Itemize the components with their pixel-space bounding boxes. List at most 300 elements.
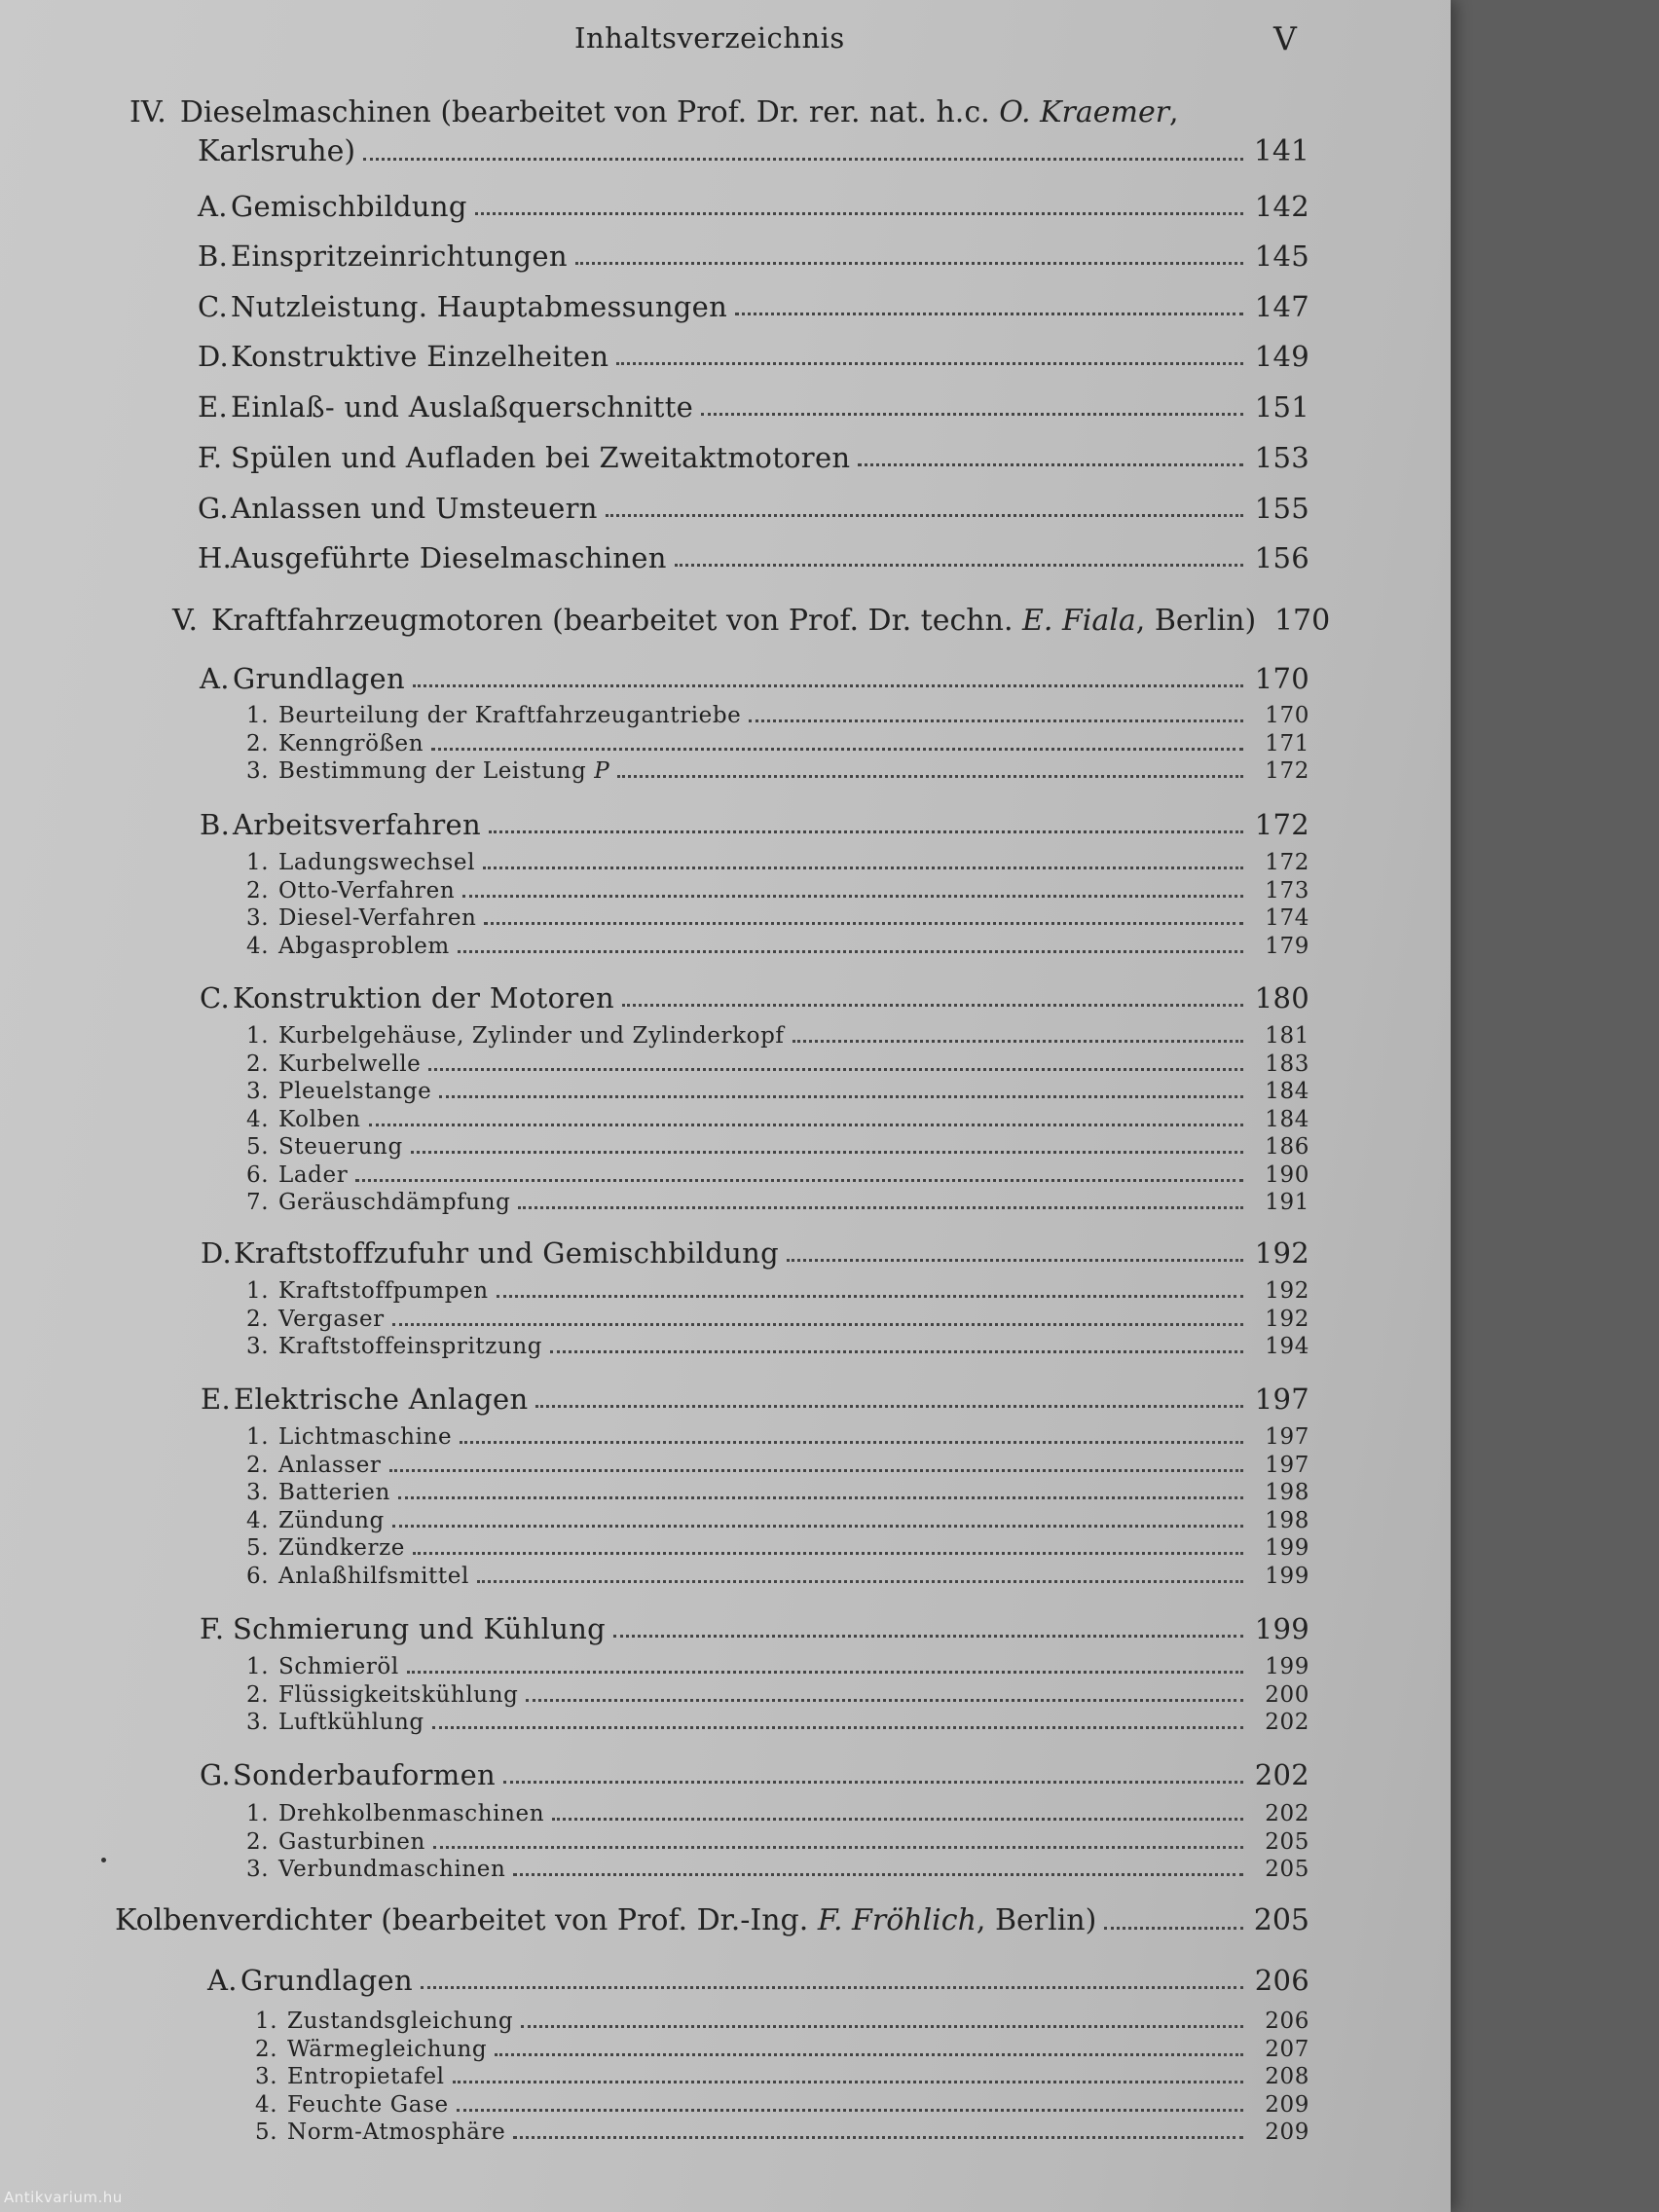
dot-leader: [749, 719, 1243, 722]
dot-leader: [521, 2024, 1243, 2028]
dot-leader: [787, 1258, 1243, 1262]
entry-number: 2.: [246, 1306, 270, 1332]
page-ref: 192: [1265, 1278, 1309, 1304]
toc-subsection: [246, 1051, 1309, 1077]
dot-leader: [497, 1294, 1243, 1298]
entry-number: 3.: [246, 1857, 270, 1882]
page-ref: 208: [1265, 2064, 1309, 2089]
ink-speck: [101, 1858, 106, 1862]
entry-title: [278, 1307, 385, 1332]
dot-leader: [513, 2135, 1243, 2139]
toc-subsection: [246, 1564, 1309, 1589]
page-ref: 207: [1265, 2036, 1309, 2062]
title-text: Kolben: [278, 1106, 361, 1132]
dot-leader: [793, 1039, 1243, 1043]
entry-number: 2.: [246, 1828, 270, 1855]
page-ref: 191: [1265, 1190, 1309, 1215]
dot-leader: [613, 1634, 1243, 1638]
title-text: Steuerung: [278, 1134, 403, 1160]
page-ref: 202: [1265, 1801, 1309, 1826]
entry-number: 3.: [246, 758, 270, 784]
page-ref: 199: [1265, 1563, 1309, 1589]
entry-title: [198, 134, 355, 168]
dot-leader: [489, 830, 1243, 833]
dot-leader: [513, 1872, 1243, 1876]
page-ref: 147: [1254, 290, 1309, 323]
toc-subsection: [246, 1134, 1309, 1160]
dot-leader: [617, 774, 1243, 778]
entry-title: [278, 1857, 505, 1882]
toc-subsection: [255, 2037, 1309, 2062]
title-text: Anlassen und Umsteuern: [231, 492, 598, 525]
entry-number: 3.: [246, 905, 270, 931]
dot-leader: [622, 1003, 1243, 1007]
entry-title: [278, 850, 475, 875]
toc-section: [198, 492, 1309, 525]
dot-leader: [1104, 1926, 1243, 1930]
entry-number: 2.: [246, 877, 270, 903]
toc-section: [200, 662, 1309, 695]
title-text: Grundlagen: [233, 662, 405, 695]
title-text: Vergaser: [278, 1306, 385, 1332]
entry-number: 1.: [246, 850, 270, 875]
author-name: F. Fröhlich: [817, 1903, 977, 1937]
dot-leader: [389, 1468, 1243, 1472]
toc-subsection: [246, 1453, 1309, 1478]
dot-leader: [363, 157, 1243, 161]
entry-number: A.: [198, 190, 228, 223]
entry-number: 3.: [246, 1710, 270, 1735]
page-ref: 199: [1265, 1654, 1309, 1679]
page-ref: 190: [1265, 1161, 1309, 1188]
entry-title: [231, 240, 568, 273]
entry-title: [231, 441, 850, 474]
entry-title: [278, 1162, 348, 1188]
entry-number: 6.: [246, 1161, 270, 1188]
entry-number: V.: [172, 604, 198, 638]
entry-title: [278, 1424, 452, 1450]
entry-title: [231, 492, 598, 525]
entry-number: A.: [200, 662, 230, 695]
page-ref: 180: [1254, 981, 1309, 1014]
dot-leader: [411, 1150, 1243, 1154]
title-text: Nutzleistung. Hauptabmessungen: [231, 290, 728, 323]
entry-title: [278, 1023, 785, 1049]
title-text: Karlsruhe): [198, 134, 356, 168]
entry-title: [278, 1453, 382, 1478]
toc-section: [198, 190, 1309, 223]
entry-number: 1.: [246, 1424, 270, 1450]
entry-title: [278, 1480, 390, 1505]
dot-leader: [526, 1698, 1243, 1702]
toc-subsection: [246, 731, 1309, 756]
entry-title: [233, 1758, 496, 1791]
page-ref: 197: [1265, 1452, 1309, 1478]
entry-number: 3.: [246, 1334, 270, 1359]
entry-title: [278, 1710, 424, 1735]
page-ref: 153: [1254, 441, 1309, 474]
title-text: , Berlin): [976, 1903, 1097, 1937]
dot-leader: [858, 462, 1243, 466]
toc-subsection: [246, 1801, 1309, 1826]
entry-number: 3.: [246, 1079, 270, 1104]
author-name: E. Fiala: [1022, 604, 1136, 638]
entry-number: B.: [198, 240, 229, 273]
entry-number: 5.: [246, 1535, 270, 1561]
chapter-iv-heading-line1: [129, 95, 1179, 129]
page-ref: 206: [1265, 2009, 1309, 2034]
toc-section: [200, 808, 1309, 841]
toc-subsection: [246, 905, 1309, 931]
page-ref: 172: [1254, 808, 1309, 841]
title-text: Luftkühlung: [278, 1710, 424, 1735]
page-ref: 202: [1254, 1758, 1309, 1791]
title-text: Einlaß- und Auslaßquerschnitte: [231, 390, 694, 424]
page-ref: 172: [1265, 758, 1309, 784]
title-text: Pleuelstange: [278, 1079, 432, 1104]
page-ref: 194: [1265, 1334, 1309, 1359]
page-ref: 170: [1273, 604, 1331, 638]
entry-number: 2.: [255, 2036, 278, 2062]
dot-leader: [462, 894, 1243, 898]
page-ref: 170: [1254, 662, 1309, 695]
title-text: Diesel-Verfahren: [278, 905, 477, 931]
entry-number: 4.: [255, 2091, 278, 2118]
title-text: Kolbenverdichter (bearbeitet von Prof. Dr.-Ing.: [115, 1903, 818, 1937]
title-text: Wärmegleichung: [287, 2036, 488, 2062]
entry-number: 3.: [246, 1480, 270, 1505]
title-text: Dieselmaschinen (bearbeitet von Prof. Dr. rer. nat. h.c.: [179, 95, 1000, 129]
toc-section: [207, 1964, 1309, 1997]
title-text: ,: [1169, 95, 1179, 129]
page-ref: 209: [1265, 2091, 1309, 2118]
toc-subsection: [246, 934, 1309, 959]
entry-number: 3.: [255, 2064, 278, 2089]
entry-title: [278, 1278, 489, 1304]
page-ref: 170: [1265, 703, 1309, 728]
title-text: Sonderbauformen: [233, 1758, 497, 1791]
chapter-iv-heading: [198, 134, 1309, 168]
dot-leader: [421, 1985, 1243, 1989]
entry-number: 4.: [246, 1507, 270, 1533]
entry-title: [234, 1382, 528, 1416]
page-ref: 198: [1265, 1507, 1309, 1533]
title-text: Verbundmaschinen: [278, 1857, 506, 1882]
toc-section: [198, 290, 1309, 323]
dot-leader: [735, 312, 1243, 315]
dot-leader: [483, 866, 1243, 869]
entry-number: G.: [200, 1758, 231, 1791]
entry-title: [231, 541, 667, 574]
toc-subsection: [246, 1682, 1309, 1708]
page-ref: 151: [1254, 390, 1309, 424]
title-text: Anlasser: [278, 1452, 382, 1478]
dot-leader: [355, 1178, 1243, 1182]
title-text: Zündkerze: [278, 1535, 406, 1561]
page-ref: 192: [1265, 1306, 1309, 1332]
title-text: Anlaßhilfsmittel: [278, 1563, 469, 1589]
entry-number: 2.: [246, 1051, 270, 1077]
entry-title: [278, 1107, 361, 1132]
title-text: Feuchte Gase: [287, 2091, 449, 2118]
toc-section: [198, 390, 1309, 424]
dot-leader: [431, 747, 1243, 751]
page-ref: 184: [1265, 1079, 1309, 1104]
dot-leader: [606, 513, 1243, 517]
entry-number: 5.: [255, 2120, 278, 2145]
title-text: Lichtmaschine: [278, 1424, 453, 1450]
page-ref: 173: [1265, 877, 1309, 903]
entry-title: [278, 1079, 431, 1104]
title-text: Einspritzeinrichtungen: [231, 240, 568, 273]
toc-section: [201, 1236, 1309, 1270]
toc-subsection: [246, 1079, 1309, 1104]
title-text: Geräuschdämpfung: [278, 1190, 511, 1215]
title-text: Elektrische Anlagen: [234, 1382, 529, 1416]
dot-leader: [458, 949, 1243, 953]
title-text: Kraftstoffpumpen: [278, 1278, 489, 1304]
title-text: Ladungswechsel: [278, 850, 476, 875]
entry-title: [278, 731, 424, 756]
entry-title: [234, 1236, 779, 1270]
page-ref: 205: [1265, 1828, 1309, 1855]
toc-subsection: [246, 703, 1309, 728]
page-ref: 149: [1254, 340, 1309, 373]
entry-number: C.: [200, 981, 230, 1014]
page-ref: 192: [1254, 1236, 1309, 1270]
page-ref: 171: [1265, 730, 1309, 756]
entry-number: G.: [198, 492, 229, 525]
entry-title: [278, 1535, 405, 1561]
toc-section: [201, 1382, 1309, 1416]
dot-leader: [392, 1524, 1243, 1528]
toc-subsection: [246, 878, 1309, 903]
toc-subsection: [246, 1654, 1309, 1679]
entry-number: E.: [198, 390, 228, 424]
dot-leader: [616, 361, 1243, 365]
dot-leader: [453, 2080, 1243, 2083]
dot-leader: [535, 1404, 1243, 1408]
entry-number: B.: [200, 808, 231, 841]
title-text: Arbeitsverfahren: [233, 808, 481, 841]
page-ref: 198: [1265, 1480, 1309, 1505]
dot-leader: [433, 1845, 1243, 1849]
title-text: Beurteilung der Kraftfahrzeugantriebe: [278, 703, 742, 728]
entry-number: F.: [200, 1612, 225, 1645]
entry-title: [115, 1903, 1096, 1937]
toc-subsection: [246, 1307, 1309, 1332]
dot-leader: [413, 1551, 1243, 1555]
page-ref: 174: [1265, 905, 1309, 931]
toc-section: [200, 1612, 1309, 1645]
entry-title: [233, 981, 614, 1014]
page-number: V: [1273, 19, 1297, 57]
entry-title: [278, 1654, 399, 1679]
title-text: Batterien: [278, 1480, 390, 1505]
toc-section: [198, 441, 1309, 474]
dot-leader: [477, 1579, 1243, 1583]
page-ref: 197: [1254, 1382, 1309, 1416]
entry-title: [231, 340, 608, 373]
title-text: Kurbelgehäuse, Zylinder und Zylinderkopf: [278, 1023, 785, 1049]
entry-title: [278, 1508, 385, 1533]
author-name: O. Kraemer: [999, 95, 1170, 129]
toc-subsection: [246, 1829, 1309, 1855]
toc-subsection: [246, 850, 1309, 875]
watermark: Antikvarium.hu: [4, 2189, 123, 2206]
entry-title: [287, 2092, 449, 2118]
entry-title: [278, 1829, 425, 1855]
dot-leader: [413, 683, 1243, 687]
entry-title: [233, 808, 481, 841]
page-ref: 172: [1265, 850, 1309, 875]
dot-leader: [460, 1440, 1243, 1444]
entry-title: [278, 758, 609, 784]
toc-subsection: [246, 1278, 1309, 1304]
title-text: Gasturbinen: [278, 1828, 425, 1855]
entry-number: 1.: [246, 1023, 270, 1049]
entry-title: [278, 1801, 544, 1826]
page-ref: 179: [1265, 933, 1309, 959]
toc-section: [200, 1758, 1309, 1791]
title-text: Kraftstoffeinspritzung: [278, 1334, 543, 1359]
entry-title: [211, 604, 1256, 638]
entry-number: 4.: [246, 1106, 270, 1132]
dot-leader: [398, 1495, 1243, 1499]
entry-title: [287, 2009, 513, 2034]
dot-leader: [675, 563, 1243, 567]
title-text: Zündung: [278, 1507, 385, 1533]
dot-leader: [407, 1670, 1243, 1674]
entry-title: [278, 1190, 510, 1215]
toc-section: [200, 981, 1309, 1014]
entry-title: [231, 290, 727, 323]
entry-title: [287, 2064, 445, 2089]
page-ref: 141: [1253, 134, 1309, 168]
toc-subsection: [246, 1857, 1309, 1882]
title-text: Norm-Atmosphäre: [287, 2120, 506, 2145]
entry-title: [233, 662, 405, 695]
dot-leader: [439, 1094, 1243, 1098]
title-text: Kraftstoffzufuhr und Gemischbildung: [234, 1236, 779, 1270]
title-text: Ausgeführte Dieselmaschinen: [231, 541, 667, 574]
entry-title: [231, 390, 693, 424]
toc-subsection: [246, 1710, 1309, 1735]
toc-subsection: [246, 758, 1309, 784]
dot-leader: [552, 1817, 1243, 1821]
page-ref: 142: [1254, 190, 1309, 223]
dot-leader: [475, 211, 1243, 215]
entry-title: [278, 1564, 469, 1589]
entry-title: [233, 1612, 606, 1645]
entry-title: [287, 2037, 487, 2062]
toc-subsection: [246, 1190, 1309, 1215]
dot-leader: [550, 1349, 1243, 1353]
dot-leader: [369, 1123, 1243, 1126]
toc-section: [198, 240, 1309, 273]
toc-subsection: [255, 2064, 1309, 2089]
author-name: P: [594, 758, 610, 784]
entry-number: 1.: [246, 1654, 270, 1679]
entry-title: [278, 1051, 421, 1077]
page-ref: 156: [1254, 541, 1309, 574]
toc-subsection: [246, 1480, 1309, 1505]
title-text: Bestimmung der Leistung: [278, 758, 595, 784]
title-text: Zustandsgleichung: [287, 2009, 514, 2034]
entry-number: 1.: [246, 703, 270, 728]
entry-number: 4.: [246, 933, 270, 959]
dot-leader: [575, 261, 1243, 265]
title-text: Kurbelwelle: [278, 1051, 422, 1077]
toc-subsection: [255, 2092, 1309, 2118]
running-head: [0, 21, 1451, 60]
entry-title: [278, 1682, 518, 1708]
toc-section: [198, 541, 1309, 574]
entry-title: [231, 190, 467, 223]
title-text: Schmieröl: [278, 1654, 399, 1679]
toc-section: [198, 340, 1309, 373]
chapter-v-heading: [129, 604, 1331, 638]
entry-number: F.: [198, 441, 223, 474]
chapter-number: IV.: [129, 95, 166, 129]
dot-leader: [495, 2052, 1243, 2056]
page-ref: 186: [1265, 1134, 1309, 1160]
dot-leader: [457, 2108, 1243, 2112]
toc-subsection: [246, 1107, 1309, 1132]
entry-title: [278, 703, 741, 728]
page-ref: 202: [1265, 1710, 1309, 1735]
title-text: Lader: [278, 1161, 349, 1188]
dot-leader: [428, 1067, 1243, 1071]
page-ref: 197: [1265, 1424, 1309, 1450]
toc-subsection: [246, 1023, 1309, 1049]
title-text: Gemischbildung: [231, 190, 467, 223]
entry-title: [287, 2120, 505, 2145]
title-text: , Berlin): [1135, 604, 1257, 638]
toc-subsection: [246, 1424, 1309, 1450]
title-text: Kenngrößen: [278, 730, 424, 756]
page-ref: 205: [1253, 1903, 1309, 1937]
title-text: Konstruktive Einzelheiten: [231, 340, 609, 373]
title-text: Spülen und Aufladen bei Zweitaktmotoren: [231, 441, 851, 474]
page-ref: 183: [1265, 1051, 1309, 1077]
toc-subsection: [246, 1162, 1309, 1188]
entry-number: 1.: [255, 2009, 278, 2034]
title-text: Drehkolbenmaschinen: [278, 1801, 545, 1826]
entry-title: [278, 1334, 542, 1359]
title-text: Abgasproblem: [278, 933, 450, 959]
entry-number: 7.: [246, 1190, 270, 1215]
entry-number: 5.: [246, 1134, 270, 1160]
dot-leader: [503, 1780, 1243, 1784]
entry-number: E.: [201, 1382, 231, 1416]
entry-title: [240, 1964, 413, 1997]
entry-number: D.: [201, 1236, 233, 1270]
title-text: Flüssigkeitskühlung: [278, 1681, 519, 1708]
page-ref: 199: [1254, 1612, 1309, 1645]
dot-leader: [701, 412, 1243, 416]
entry-title: [278, 905, 476, 931]
title-text: Otto-Verfahren: [278, 877, 456, 903]
page-ref: 199: [1265, 1535, 1309, 1561]
entry-title: [278, 934, 450, 959]
toc-subsection: [255, 2120, 1309, 2145]
title-text: Kraftfahrzeugmotoren (bearbeitet von Prof. Dr. techn.: [211, 604, 1023, 638]
page-ref: 145: [1254, 240, 1309, 273]
page-ref: 155: [1254, 492, 1309, 525]
title-text: Konstruktion der Motoren: [233, 981, 614, 1014]
page-ref: 200: [1265, 1681, 1309, 1708]
